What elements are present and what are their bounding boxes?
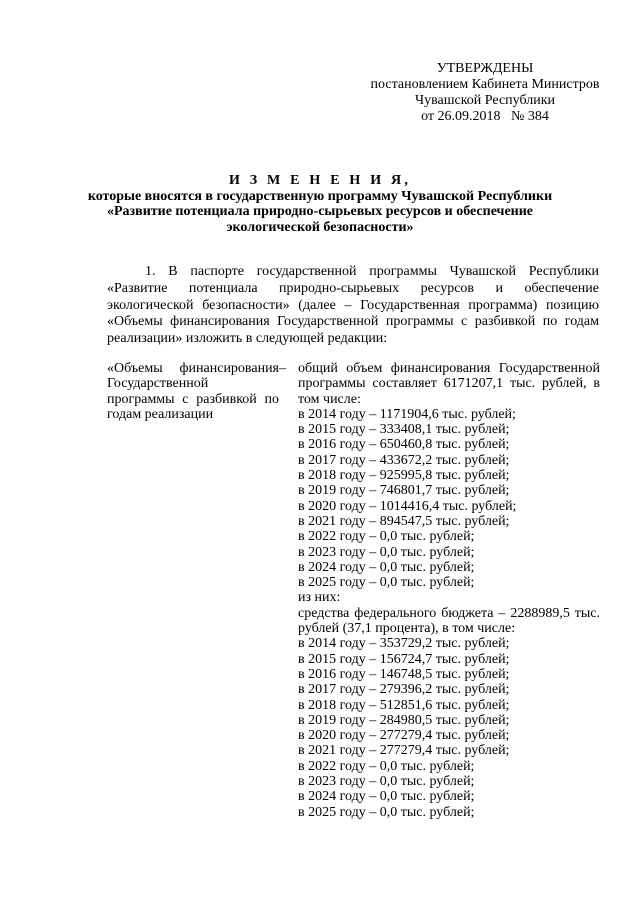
- total-year-item: в 2021 году – 894547,5 тыс. рублей;: [298, 513, 510, 529]
- total-year-item: в 2019 году – 746801,7 тыс. рублей;: [298, 483, 510, 499]
- approval-date-number: от 26.09.2018 № 384: [421, 109, 549, 124]
- financing-label: «Объемы финансирования Государственной программы с разбивкой по годам реализации: [107, 361, 279, 422]
- approval-heading: УТВЕРЖДЕНЫ: [436, 61, 534, 76]
- federal-year-item: в 2015 году – 156724,7 тыс. рублей;: [298, 651, 510, 667]
- federal-years-list: [298, 636, 600, 820]
- total-year-item: в 2017 году – 433672,2 тыс. рублей;: [298, 452, 510, 468]
- federal-year-item: в 2024 году – 0,0 тыс. рублей;: [298, 789, 475, 805]
- approval-republic: Чувашской Республики: [414, 93, 556, 108]
- total-year-item: в 2014 году – 1171904,6 тыс. рублей;: [298, 406, 516, 422]
- total-year-item: в 2024 году – 0,0 тыс. рублей;: [298, 559, 475, 575]
- document-title: [80, 173, 560, 235]
- federal-year-item: в 2025 году – 0,0 тыс. рублей;: [298, 804, 475, 820]
- total-year-item: в 2023 году – 0,0 тыс. рублей;: [298, 544, 475, 560]
- federal-year-item: в 2023 году – 0,0 тыс. рублей;: [298, 774, 475, 790]
- title-line-1: которые вносятся в государственную программу Чувашской Республики: [87, 188, 553, 204]
- federal-year-item: в 2020 году – 277279,4 тыс. рублей;: [298, 728, 510, 744]
- intro-text: 1. В паспорте государственной программы Чувашской Республики «Развитие потенциала природно-сырьевых ресурсов и обеспечение экологической безопасности» (далее – Государственная программа) позицию «Объемы финансирования Государственной программы с разбивкой по годам реализации» изложить в следующей редакции:: [107, 264, 599, 347]
- financing-dash: –: [279, 361, 286, 376]
- of-which-label: из них:: [298, 590, 341, 606]
- title-main: И З М Е Н Е Н И Я,: [228, 173, 412, 188]
- title-line-3: экологической безопасности»: [226, 219, 414, 235]
- intro-paragraph: [107, 264, 599, 348]
- total-year-item: в 2015 году – 333408,1 тыс. рублей;: [298, 422, 510, 438]
- federal-year-item: в 2022 году – 0,0 тыс. рублей;: [298, 758, 475, 774]
- approval-stamp: [355, 61, 615, 125]
- total-year-item: в 2022 году – 0,0 тыс. рублей;: [298, 529, 475, 545]
- federal-year-item: в 2014 году – 353729,2 тыс. рублей;: [298, 636, 510, 652]
- total-financing-text: общий объем финансирования Государственной программы составляет 6171207,1 тыс. рублей, в том числе:: [298, 361, 600, 407]
- financing-details: [298, 361, 600, 820]
- federal-year-item: в 2017 году – 279396,2 тыс. рублей;: [298, 682, 510, 698]
- total-year-item: в 2020 году – 1014416,4 тыс. рублей;: [298, 498, 517, 514]
- federal-year-item: в 2019 году – 284980,5 тыс. рублей;: [298, 712, 510, 728]
- federal-year-item: в 2021 году – 277279,4 тыс. рублей;: [298, 743, 510, 759]
- total-years-list: [298, 407, 600, 591]
- total-year-item: в 2018 году – 925995,8 тыс. рублей;: [298, 468, 510, 484]
- federal-budget-text: средства федерального бюджета – 2288989,5 тыс. рублей (37,1 процента), в том числе:: [298, 605, 600, 637]
- approval-authority: постановлением Кабинета Министров: [370, 77, 600, 92]
- title-line-2: «Развитие потенциала природно-сырьевых ресурсов и обеспечение: [106, 204, 534, 219]
- federal-year-item: в 2018 году – 512851,6 тыс. рублей;: [298, 697, 510, 713]
- total-year-item: в 2016 году – 650460,8 тыс. рублей;: [298, 437, 510, 453]
- federal-year-item: в 2016 году – 146748,5 тыс. рублей;: [298, 666, 510, 682]
- total-year-item: в 2025 году – 0,0 тыс. рублей;: [298, 575, 475, 591]
